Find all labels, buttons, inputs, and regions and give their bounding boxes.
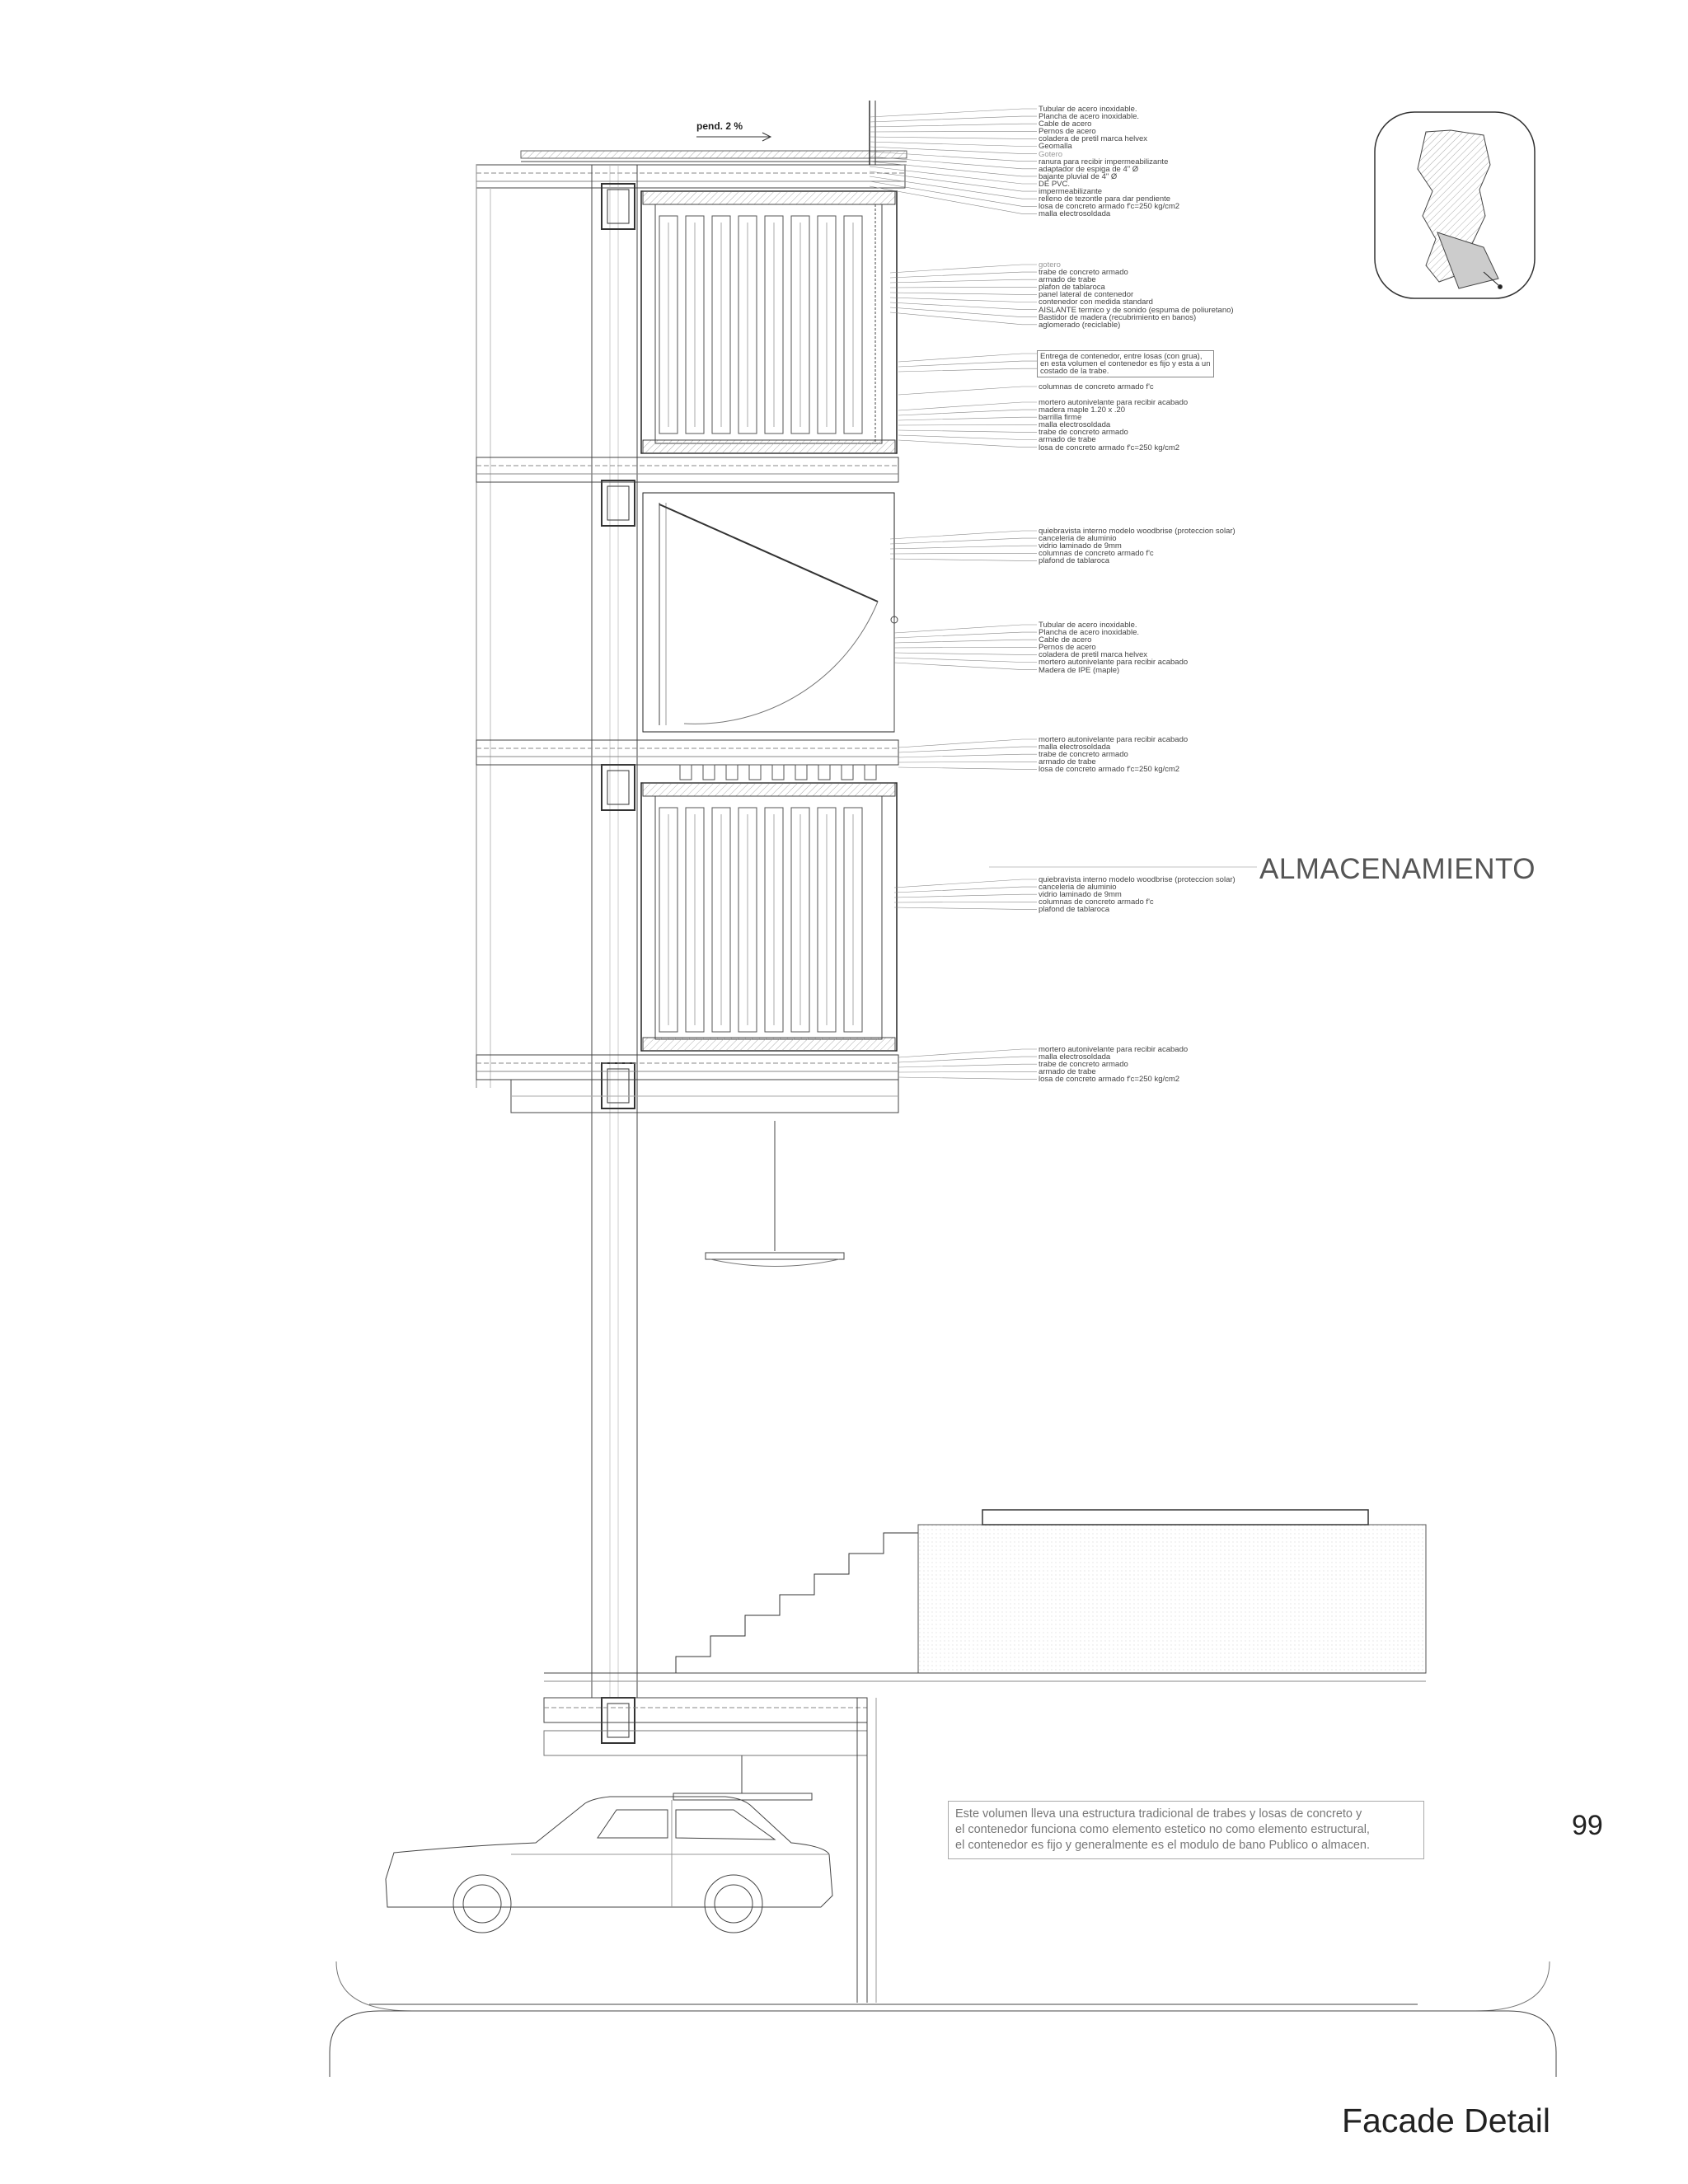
floor-joist bbox=[865, 765, 876, 780]
leader-line bbox=[898, 430, 1037, 432]
leader-line bbox=[898, 739, 1037, 748]
leader-line bbox=[890, 272, 1037, 278]
annotation-line: trabe de concreto armado bbox=[1039, 1060, 1128, 1070]
note-line: el contenedor funciona como elemento estetico no como elemento estructural, bbox=[955, 1823, 1370, 1836]
leader-line bbox=[890, 559, 1037, 560]
annotation-line: mortero autonivelante para recibir acabado bbox=[1039, 735, 1189, 744]
container-delivery-note bbox=[1037, 350, 1214, 377]
leader-line bbox=[898, 1064, 1037, 1067]
pendant-lamp-upper bbox=[706, 1121, 844, 1267]
leader-line bbox=[870, 162, 1037, 176]
annotation-line: plafon de tablaroca bbox=[1039, 283, 1105, 293]
annotation-line: Geomalla bbox=[1039, 142, 1072, 152]
annotation-line: trabe de concreto armado bbox=[1039, 268, 1128, 278]
annotation-line: plafond de tablaroca bbox=[1039, 905, 1110, 915]
annotation-line: mortero autonivelante para recibir acabado bbox=[1039, 398, 1189, 407]
leader-line bbox=[890, 298, 1037, 302]
annotation-line: losa de concreto armado f'c=250 kg/cm2 bbox=[1039, 443, 1180, 452]
annotation-line: Tubular de acero inoxidable. bbox=[1039, 621, 1137, 630]
annotation-line: impermeabilizante bbox=[1039, 187, 1103, 197]
annotation-line: panel lateral de contenedor bbox=[1039, 290, 1134, 300]
leader-line bbox=[890, 293, 1037, 294]
leader-line bbox=[898, 1057, 1037, 1062]
annotation-line: malla electrosoldada bbox=[1039, 209, 1111, 219]
glazed-room bbox=[643, 493, 898, 732]
leader-line bbox=[894, 658, 1037, 663]
leader-line bbox=[898, 354, 1037, 362]
page-border bbox=[330, 2011, 1556, 2077]
leader-line bbox=[890, 531, 1037, 539]
leader-line bbox=[894, 879, 1037, 888]
annotation-line: Plancha de acero inoxidable. bbox=[1039, 112, 1140, 122]
roof-planter bbox=[521, 151, 907, 165]
sheet-caption: Facade Detail bbox=[1342, 2102, 1550, 2139]
leader-line bbox=[870, 137, 1037, 138]
leader-line bbox=[890, 312, 1037, 325]
leader-line bbox=[894, 647, 1037, 648]
columns-annotation bbox=[1039, 383, 1154, 391]
main-column bbox=[592, 165, 637, 1698]
leader-line bbox=[898, 1049, 1037, 1057]
floor-joist bbox=[680, 765, 692, 780]
annotation-line: en esta volumen el contenedor es fijo y esta a un bbox=[1040, 359, 1211, 369]
leader-line bbox=[894, 625, 1037, 633]
annotation-line: quiebravista interno modelo woodbrise (proteccion solar) bbox=[1039, 527, 1236, 536]
leader-line bbox=[898, 440, 1037, 448]
annotation-line: DE PVC. bbox=[1039, 179, 1071, 189]
leader-line bbox=[870, 131, 1037, 132]
floor-joist bbox=[795, 765, 807, 780]
floor-joist bbox=[726, 765, 738, 780]
leader-line bbox=[898, 747, 1037, 752]
leader-line bbox=[890, 538, 1037, 544]
leader-line bbox=[890, 287, 1037, 288]
annotation-line: Madera de IPE (maple) bbox=[1039, 665, 1120, 675]
annotation-line: vidrio laminado de 9mm bbox=[1039, 541, 1122, 551]
leader-line bbox=[894, 640, 1037, 643]
annotation-line: trabe de concreto armado bbox=[1039, 750, 1128, 760]
leader-line bbox=[894, 887, 1037, 893]
annotation-line: gotero bbox=[1039, 260, 1061, 269]
annotation-line: columnas de concreto armado f'c bbox=[1039, 382, 1154, 391]
floor-one-annotations bbox=[1039, 399, 1188, 452]
glazing-one-annotations bbox=[1039, 527, 1236, 565]
leader-line bbox=[898, 368, 1037, 372]
leader-line bbox=[898, 424, 1037, 425]
upper-container bbox=[641, 191, 897, 453]
annotation-line: coladera de pretil marca helvex bbox=[1039, 134, 1148, 144]
glazing-two-annotations bbox=[1039, 876, 1236, 913]
annotation-line: vidrio laminado de 9mm bbox=[1039, 890, 1122, 900]
leader-line bbox=[898, 361, 1037, 367]
floor-three-annotations bbox=[1039, 1046, 1188, 1083]
leader-line bbox=[890, 279, 1037, 283]
leader-line bbox=[898, 410, 1037, 415]
annotation-line: aglomerado (reciclable) bbox=[1039, 320, 1121, 330]
room-label: ALMACENAMIENTO bbox=[1259, 853, 1536, 885]
annotation-line: Plancha de acero inoxidable. bbox=[1039, 628, 1140, 638]
leader-line bbox=[894, 907, 1037, 909]
annotation-line: canceleria de aluminio bbox=[1039, 534, 1117, 544]
annotation-line: Entrega de contenedor, entre losas (con grua), bbox=[1040, 352, 1203, 361]
annotation-line: contenedor con medida standard bbox=[1039, 298, 1153, 307]
leader-line bbox=[898, 754, 1037, 757]
annotation-line: malla electrosoldada bbox=[1039, 420, 1111, 430]
page-number: 99 bbox=[1572, 1810, 1603, 1841]
floor-joist bbox=[842, 765, 853, 780]
annotation-line: coladera de pretil marca helvex bbox=[1039, 650, 1148, 660]
leader-line bbox=[890, 302, 1037, 310]
leader-line bbox=[898, 402, 1037, 410]
leader-line bbox=[870, 116, 1037, 122]
annotation-line: mortero autonivelante para recibir acabado bbox=[1039, 658, 1189, 668]
leader-line bbox=[898, 767, 1037, 769]
annotation-line: mortero autonivelante para recibir acabado bbox=[1039, 1045, 1189, 1054]
annotation-line: relleno de tezontle para dar pendiente bbox=[1039, 194, 1171, 204]
leader-line bbox=[870, 109, 1037, 117]
annotation-line: Cable de acero bbox=[1039, 635, 1092, 645]
annotation-line: madera maple 1.20 x .20 bbox=[1039, 405, 1126, 415]
roof-annotations bbox=[1039, 105, 1179, 218]
annotation-line: columnas de concreto armado f'c bbox=[1039, 549, 1154, 559]
railing-annotations bbox=[1039, 621, 1188, 674]
leader-line bbox=[890, 307, 1037, 317]
leader-line bbox=[898, 387, 1037, 395]
annotation-line: losa de concreto armado f'c=250 kg/cm2 bbox=[1039, 765, 1180, 775]
annotation-line: ranura para recibir impermeabilizante bbox=[1039, 157, 1169, 166]
floor-joist bbox=[703, 765, 715, 780]
annotation-line: plafond de tablaroca bbox=[1039, 556, 1110, 566]
floor-joist bbox=[749, 765, 761, 780]
leader-line bbox=[890, 553, 1037, 554]
leader-line bbox=[870, 157, 1037, 169]
staircase bbox=[544, 1510, 1426, 1681]
annotation-line: barrilla firme bbox=[1039, 413, 1082, 423]
annotation-line: Bastidor de madera (recubrimiento en banos) bbox=[1039, 312, 1197, 322]
annotation-line: armado de trabe bbox=[1039, 757, 1096, 767]
floor-slab-2 bbox=[476, 740, 898, 765]
leader-line bbox=[894, 894, 1037, 898]
annotation-line: armado de trabe bbox=[1039, 435, 1096, 445]
annotation-line: losa de concreto armado f'c=250 kg/cm2 bbox=[1039, 202, 1180, 212]
pendant-lamp-lower bbox=[673, 1755, 812, 1800]
leader-line bbox=[898, 435, 1037, 440]
roof-slab bbox=[476, 165, 905, 188]
annotation-line: Gotero bbox=[1039, 149, 1063, 159]
annotation-line: canceleria de aluminio bbox=[1039, 883, 1117, 893]
leader-line bbox=[870, 142, 1037, 147]
lower-container bbox=[641, 783, 897, 1051]
car-outline bbox=[386, 1797, 832, 1933]
ground-slab bbox=[544, 1698, 876, 2003]
leader-line bbox=[894, 653, 1037, 654]
annotation-line: adaptador de espiga de 4" Ø bbox=[1039, 164, 1139, 174]
key-plan bbox=[1375, 112, 1535, 298]
floor-joist bbox=[818, 765, 830, 780]
annotation-line: Pernos de acero bbox=[1039, 643, 1096, 653]
floor-joist bbox=[772, 765, 784, 780]
annotation-line: malla electrosoldada bbox=[1039, 743, 1111, 752]
annotation-line: trabe de concreto armado bbox=[1039, 428, 1128, 438]
leader-line bbox=[890, 546, 1037, 549]
annotation-line: Cable de acero bbox=[1039, 120, 1092, 129]
leader-line bbox=[870, 124, 1037, 127]
annotation-line: bajante pluvial de 4" Ø bbox=[1039, 171, 1118, 181]
leader-line bbox=[898, 1071, 1037, 1072]
leader-line bbox=[894, 663, 1037, 670]
annotation-line: AISLANTE termico y de sonido (espuma de poliuretano) bbox=[1039, 305, 1234, 315]
annotation-line: malla electrosoldada bbox=[1039, 1052, 1111, 1062]
annotation-line: quiebravista interno modelo woodbrise (proteccion solar) bbox=[1039, 875, 1236, 884]
leader-line bbox=[894, 632, 1037, 638]
slope-label: pend. 2 % bbox=[696, 120, 743, 132]
floor-slab-1 bbox=[476, 457, 898, 482]
annotation-line: armado de trabe bbox=[1039, 1067, 1096, 1077]
annotation-line: Pernos de acero bbox=[1039, 127, 1096, 137]
leader-line bbox=[890, 265, 1037, 273]
annotation-line: armado de trabe bbox=[1039, 275, 1096, 285]
note-line: Este volumen lleva una estructura tradicional de trabes y losas de concreto y bbox=[955, 1807, 1362, 1821]
structure-note bbox=[948, 1801, 1424, 1859]
annotation-line: columnas de concreto armado f'c bbox=[1039, 898, 1154, 907]
floor-two-annotations bbox=[1039, 736, 1188, 773]
leader-line bbox=[898, 417, 1037, 420]
annotation-line: costado de la trabe. bbox=[1040, 367, 1109, 377]
note-line: el contenedor es fijo y generalmente es el modulo de bano Publico o almacen. bbox=[955, 1839, 1370, 1852]
floor-slab-3 bbox=[476, 1055, 898, 1113]
ground-line bbox=[336, 1961, 1550, 2011]
annotation-line: Tubular de acero inoxidable. bbox=[1039, 105, 1137, 114]
leader-line bbox=[898, 1077, 1037, 1079]
annotation-line: losa de concreto armado f'c=250 kg/cm2 bbox=[1039, 1075, 1180, 1085]
container-annotations bbox=[1039, 261, 1234, 329]
